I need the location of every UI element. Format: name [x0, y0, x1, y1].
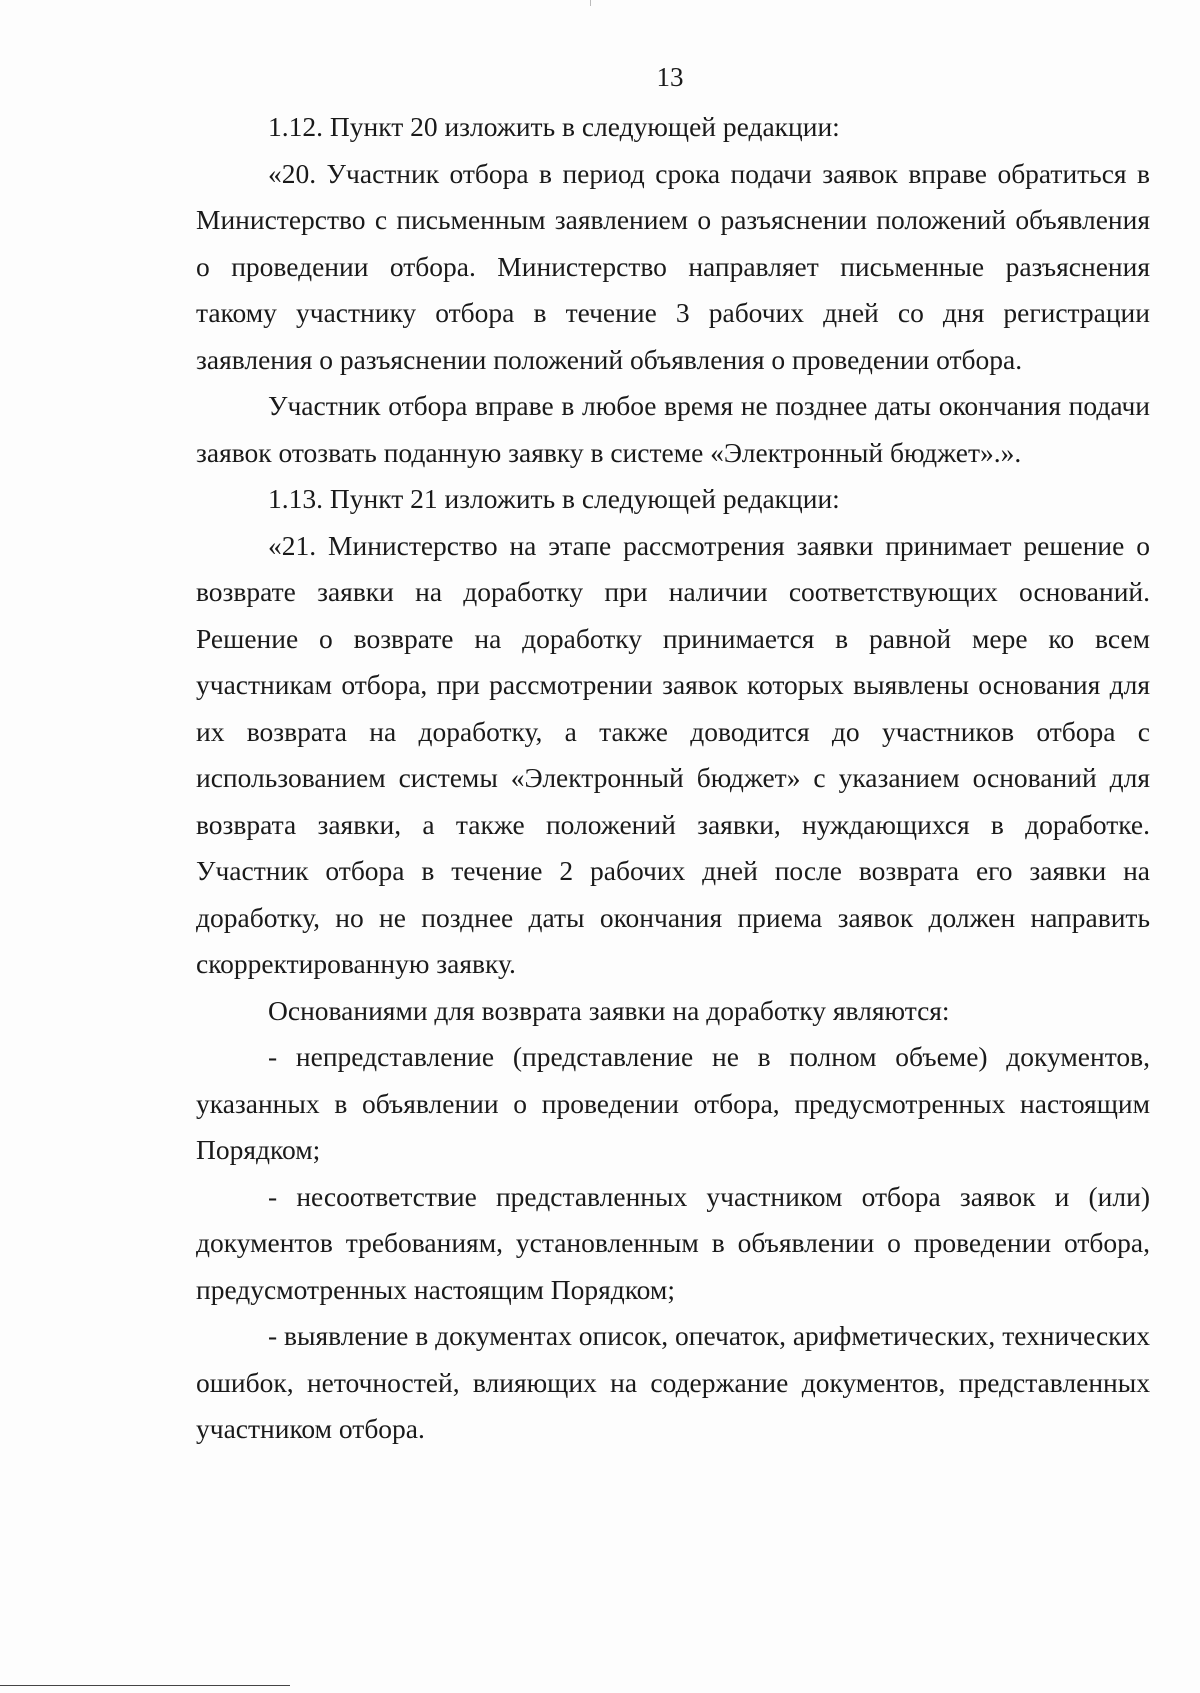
bottom-divider	[0, 1685, 290, 1686]
paragraph-withdraw: Участник отбора вправе в любое время не позднее даты окончания подачи заявок отозвать поданную заявку в системе «Электронный бюджет».».	[196, 390, 1150, 468]
scan-mark	[590, 0, 591, 6]
document-body	[196, 104, 1150, 1453]
paragraph-clause-20: «20. Участник отбора в период срока подачи заявок вправе обратиться в Министерство с письменным заявлением о разъяснении положений объявления о проведении отбора. Министерство направляет письменные разъяснения такому участнику отбора в течение 3 рабочих дней со дня регистрации заявления о разъяснении положений объявления о проведении отбора.	[196, 157, 1150, 375]
list-item-ground-3: - выявление в документах описок, опечаток, арифметических, технических ошибок, неточностей, влияющих на содержание документов, представленных участником отбора.	[196, 1320, 1150, 1444]
paragraph-grounds-intro: Основаниями для возврата заявки на доработку являются:	[268, 994, 950, 1026]
list-item-ground-2: - несоответствие представленных участником отбора заявок и (или) документов требованиям, установленным в объявлении о проведении отбора, предусмотренных настоящим Порядком;	[196, 1180, 1150, 1305]
list-item-ground-1: - непредставление (представление не в полном объеме) документов, указанных в объявлении о проведении отбора, предусмотренных настоящим Порядком;	[196, 1041, 1150, 1165]
paragraph-1-13: 1.13. Пункт 21 изложить в следующей редакции:	[268, 483, 840, 514]
paragraph-clause-21: «21. Министерство на этапе рассмотрения заявки принимает решение о возврате заявки на доработку при наличии соответствующих оснований. Решение о возврате на доработку принимается в равной мере ко всем участникам отбора, при рассмотрении заявок которых выявлены основания для их возврата на доработку, а также доводится до участников отбора с использованием системы «Электронный бюджет» с указанием оснований для возврата заявки, а также положений заявки, нуждающихся в доработке. Участник отбора в течение 2 рабочих дней после возврата его заявки на доработку, но не позднее даты окончания приема заявок должен направить скорректированную заявку.	[196, 529, 1150, 979]
page-number: 13	[656, 62, 684, 92]
paragraph-1-12: 1.12. Пункт 20 изложить в следующей редакции:	[268, 111, 840, 142]
